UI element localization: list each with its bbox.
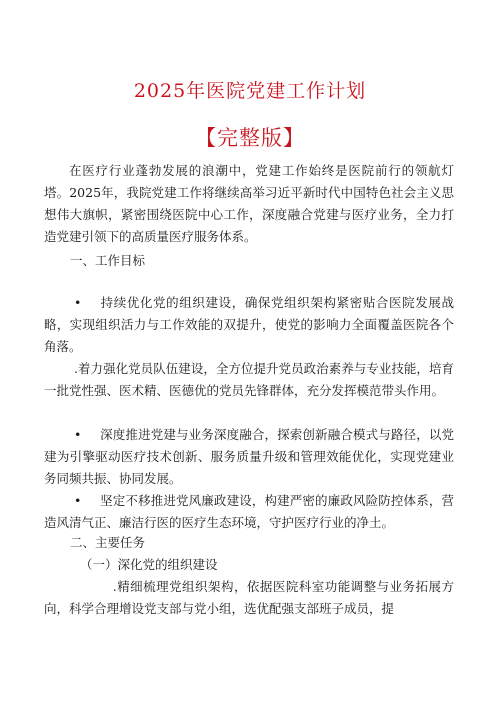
- goal-item-2: [44, 358, 454, 402]
- bullet-marker: .: [74, 361, 78, 376]
- document-title: 2025年医院党建工作计划: [133, 80, 367, 102]
- task-paragraph: .精细梳理党组织架构，依据医院科室功能调整与业务拓展方向，科学合理增设党支部与党小组，选优配强支部班子成员，提: [44, 579, 454, 616]
- goal-text: 持续优化党的组织建设，确保党组织架构紧密贴合医院发展战略，实现组织活力与工作效能的双提升，使党的影响力全面覆盖医院各个角落。: [44, 295, 454, 354]
- document-subtitle: 【完整版】: [195, 126, 305, 150]
- goal-text: 坚定不移推进党风廉政建设，构建严密的廉政风险防控体系，营造风清气正、廉洁行医的医疗生态环境，守护医疗行业的净土。: [44, 493, 454, 530]
- subsection-heading: （一）深化党的组织建设: [80, 557, 218, 572]
- section-heading-tasks: 二、主要任务: [70, 535, 146, 550]
- bullet-marker: •: [74, 295, 82, 310]
- goal-text: 着力强化党员队伍建设，全方位提升党员政治素养与专业技能，培育一批党性强、医术精、医德优的党员先锋群体，充分发挥模范带头作用。: [44, 361, 454, 398]
- bullet-marker: •: [74, 427, 82, 442]
- goal-item-1: [44, 292, 454, 358]
- goal-item-3: [44, 424, 454, 490]
- bullet-marker: •: [74, 493, 82, 508]
- section-heading-goals: 一、工作目标: [70, 253, 146, 268]
- intro-paragraph: 在医疗行业蓬勃发展的浪潮中，党建工作始终是医院前行的领航灯塔。2025年，我院党建工作将继续高举习近平新时代中国特色社会主义思想伟大旗帜，紧密围绕医院中心工作，深度融合党建与医疗业务，全力打造党建引领下的高质量医疗服务体系。: [44, 163, 454, 244]
- goal-item-4: [44, 490, 454, 534]
- goal-text: 深度推进党建与业务深度融合，探索创新融合模式与路径，以党建为引擎驱动医疗技术创新、服务质量升级和管理效能优化，实现党建业务同频共振、协同发展。: [44, 427, 454, 486]
